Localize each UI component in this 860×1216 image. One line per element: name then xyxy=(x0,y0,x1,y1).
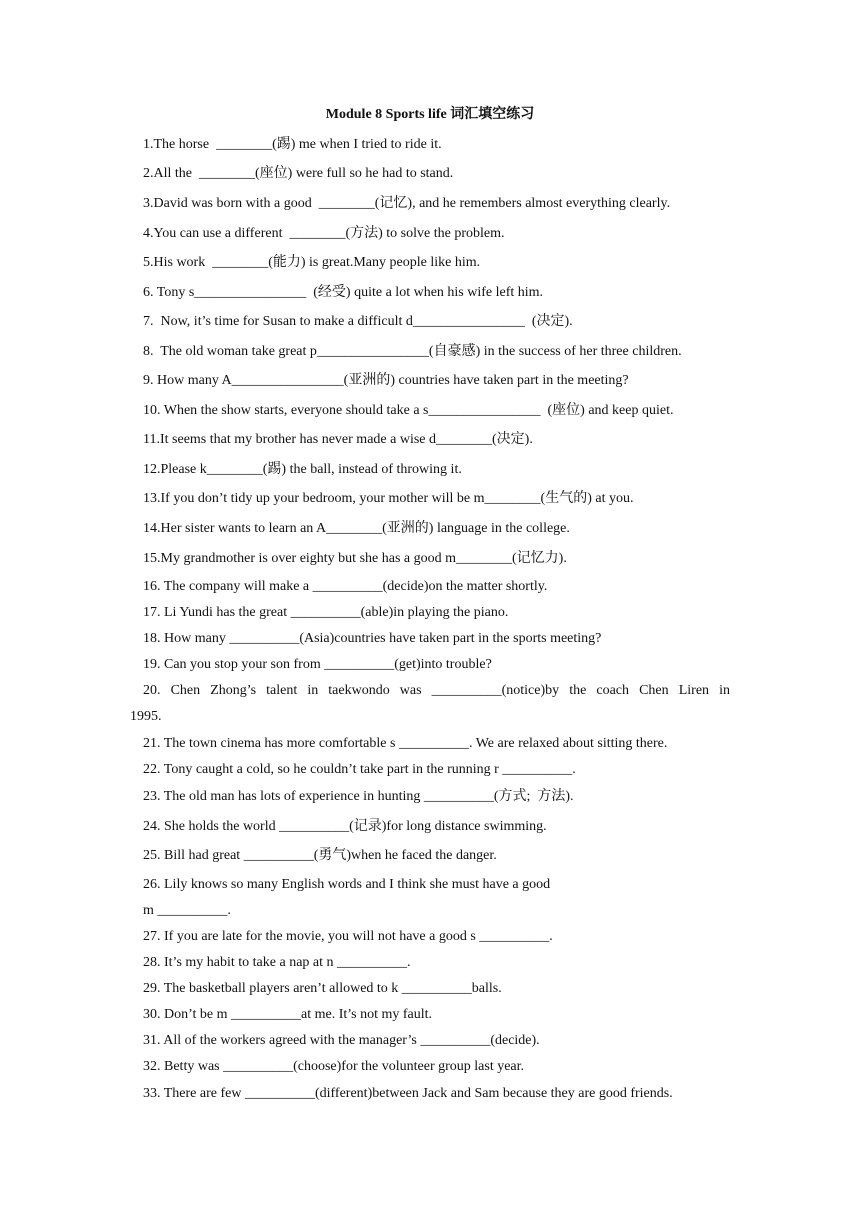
exercise-line: 13.If you don’t tidy up your bedroom, your mother will be m________(生气的) at you. xyxy=(143,491,634,506)
exercise-line: 24. She holds the world __________(记录)for long distance swimming. xyxy=(143,819,547,834)
exercise-line-continuation: m __________. xyxy=(143,903,231,918)
exercise-line: 33. There are few __________(different)between Jack and Sam because they are good friends. xyxy=(143,1086,673,1101)
exercise-line: 28. It’s my habit to take a nap at n __________. xyxy=(143,955,411,970)
exercise-line: 19. Can you stop your son from __________(get)into trouble? xyxy=(143,657,492,672)
exercise-line: 17. Li Yundi has the great __________(able)in playing the piano. xyxy=(143,605,509,620)
exercise-line: 16. The company will make a __________(decide)on the matter shortly. xyxy=(143,579,548,594)
exercise-line: 26. Lily knows so many English words and I think she must have a good xyxy=(143,877,551,892)
exercise-line-continuation: 1995. xyxy=(130,709,162,724)
exercise-line: 25. Bill had great __________(勇气)when he faced the danger. xyxy=(143,848,497,863)
exercise-line: 7. Now, it’s time for Susan to make a difficult d________________ (决定). xyxy=(143,314,573,329)
exercise-line: 30. Don’t be m __________at me. It’s not my fault. xyxy=(143,1007,433,1022)
exercise-line: 14.Her sister wants to learn an A________(亚洲的) language in the college. xyxy=(143,521,570,536)
exercise-line: 6. Tony s________________ (经受) quite a lot when his wife left him. xyxy=(143,285,544,300)
exercise-line: 4.You can use a different ________(方法) to solve the problem. xyxy=(143,226,505,241)
exercise-line: 2.All the ________(座位) were full so he had to stand. xyxy=(143,166,454,181)
exercise-line: 32. Betty was __________(choose)for the volunteer group last year. xyxy=(143,1059,525,1074)
exercise-line: 18. How many __________(Asia)countries have taken part in the sports meeting? xyxy=(143,631,602,646)
exercise-line: 27. If you are late for the movie, you will not have a good s __________. xyxy=(143,929,553,944)
exercise-line: 22. Tony caught a cold, so he couldn’t take part in the running r __________. xyxy=(143,762,576,777)
exercise-line: 31. All of the workers agreed with the manager’s __________(decide). xyxy=(143,1033,540,1048)
exercise-line: 8. The old woman take great p________________(自豪感) in the success of her three children. xyxy=(143,344,682,359)
worksheet-title: Module 8 Sports life 词汇填空练习 xyxy=(325,107,535,122)
exercise-line: 29. The basketball players aren’t allowed to k __________balls. xyxy=(143,981,502,996)
exercise-line: 3.David was born with a good ________(记忆), and he remembers almost everything clearly. xyxy=(143,196,671,211)
exercise-line: 5.His work ________(能力) is great.Many people like him. xyxy=(143,255,481,270)
exercise-line: 21. The town cinema has more comfortable s __________. We are relaxed about sitting there. xyxy=(143,736,668,751)
exercise-line: 15.My grandmother is over eighty but she has a good m________(记忆力). xyxy=(143,551,567,566)
exercise-line: 1.The horse ________(踢) me when I tried to ride it. xyxy=(143,137,442,152)
exercise-line: 20. Chen Zhong’s talent in taekwondo was __________(notice)by the coach Chen Liren in xyxy=(143,683,730,698)
exercise-line: 9. How many A________________(亚洲的) countries have taken part in the meeting? xyxy=(143,373,629,388)
exercise-line: 11.It seems that my brother has never made a wise d________(决定). xyxy=(143,432,533,447)
exercise-line: 23. The old man has lots of experience in hunting __________(方式; 方法). xyxy=(143,789,574,804)
exercise-line: 12.Please k________(踢) the ball, instead of throwing it. xyxy=(143,462,462,477)
exercise-line: 10. When the show starts, everyone should take a s________________ (座位) and keep quiet. xyxy=(143,403,674,418)
